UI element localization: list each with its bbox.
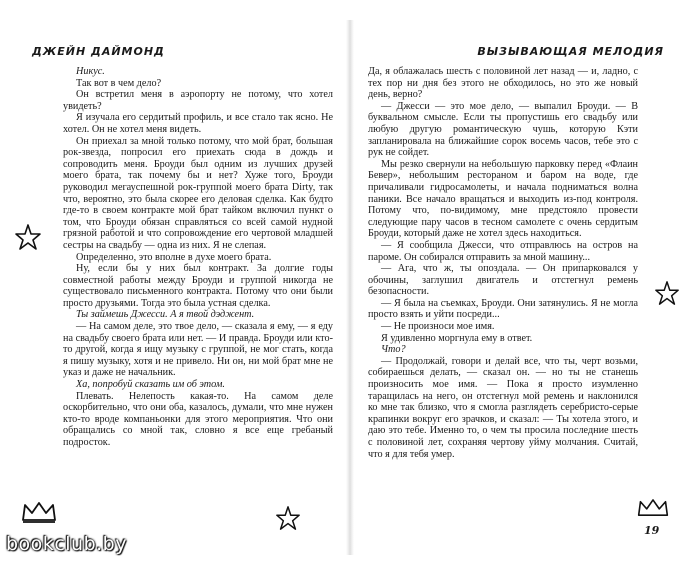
paragraph: — Не произноси мое имя. bbox=[381, 321, 495, 333]
paragraph: Ну, если бы у них был контракт. За долгие годы совместной работы между Броуди и группой никогда не существовало письменного контракта. Потому что они были просто друзьями. Тогда это была устная сделка. bbox=[63, 263, 333, 309]
paragraph: Я изучала его сердитый профиль, и все стало так ясно. Не хотел. Он не хотел меня видеть. bbox=[63, 112, 333, 135]
paragraph: Что? bbox=[381, 344, 406, 356]
paragraph: Он приехал за мной только потому, что мой брат, большая рок-звезда, попросил его приехать сюда в дождь и сопроводить меня. Броуди был одним из лучших друзей моего брата, так почему бы и нет? Хуже того, Броуди руководил мегауспешной рок-группой моего брата Dirty, так что, вероятно, это была скорее его деловая сделка. Как будто где-то в своем контракте мой брат тайком включил пункт о том, что Броуди обязан справляться со всей самой нудной грязной работой и что сопровождение его чертовой младшей сестры на свадьбу — одна из них. Я не слепая. bbox=[63, 135, 333, 251]
paragraph: Так вот в чем дело? bbox=[76, 77, 162, 89]
page-number: 19 bbox=[644, 524, 660, 537]
running-header-author: ДЖЕЙН ДАЙМОНД bbox=[32, 45, 165, 58]
paragraph: Он встретил меня в аэропорту не потому, что хотел увидеть? bbox=[63, 89, 333, 112]
paragraph: Да, я облажалась шесть с половиной лет назад — и, ладно, с тех пор ни дня без этого не обходилось, но это же новый день, верно? bbox=[368, 66, 638, 101]
paragraph: — Я сообщила Джесси, что отправлюсь на остров на пароме. Он собирался отправить за мной машину... bbox=[368, 239, 638, 263]
paragraph: — Ага, что ж, ты опоздала. — Он припарковался у обочины, заглушил двигатель и отстегнул ремень безопасности. bbox=[368, 263, 638, 298]
paragraph: — Джесси — это мое дело, — выпалил Броуди. — В буквальном смысле. Если ты пропустишь его свадьбу или любую другую романтическую чушь, которую Кэти запланировала на ближайшие сорок восемь часов, тебе это с рук не сойдет. bbox=[368, 100, 638, 159]
left-page-text bbox=[63, 66, 333, 449]
star-doodle-icon bbox=[654, 280, 680, 306]
paragraph: — На самом деле, это твое дело, — сказала я ему, — я еду на свадьбу своего брата или нет. — И правда. Броуди или кто-то другой, когда я ищу музыку с группой, не мог стать, когда я пишу музыку, хотя и не привело. Ни он, ни мой брат мне не указ и даже не начальник. bbox=[63, 321, 333, 379]
paragraph: — Я была на съемках, Броуди. Они затянулись. Я не могла просто взять и уйти посреди... bbox=[368, 297, 638, 321]
paragraph: Определенно, это вполне в духе моего брата. bbox=[76, 251, 272, 263]
crown-doodle-icon bbox=[636, 497, 670, 519]
paragraph: Никус. bbox=[76, 66, 105, 77]
paragraph: Ха, попробуй сказать им об этом. bbox=[76, 379, 225, 391]
watermark: bookclub.by bbox=[6, 533, 127, 555]
book-gutter bbox=[346, 20, 354, 555]
paragraph: Плевать. Нелепость какая-то. На самом деле оскорбительно, что они оба, казалось, думали, что мне нужен кто-то вроде компаньонки для этого мероприятия. Что они обращались со мной так, словно я все еще гребаный подросток. bbox=[63, 390, 333, 448]
paragraph: Ты займешь Джесси. А я твой дэджент. bbox=[76, 309, 255, 321]
paragraph: — Продолжай, говори и делай все, что ты, черт возьми, собираешься делать, — сказал он. — но ты не станешь произносить мое имя. — Пока я просто изумленно таращилась на него, он отстегнул мой ремень и наклонился ко мне так близко, что я смогла разглядеть серебристо-серые крапинки вокруг его зрачков, и сказал: — Ты хотела этого, и даю это тебе. Именно то, о чем ты просила последние шесть с половиной лет, сохраняя чертову уйму молчания. Считай, что я для тебя умер. bbox=[368, 355, 638, 460]
right-page-text bbox=[368, 66, 638, 460]
paragraph: Мы резко свернули на небольшую парковку перед «Флаин Бевер», небольшим рестораном и баром на воде, где причаливали гидросамолеты, и начала подниматься волна паники. Все начало вращаться и выходить из-под контроля. Потому что, по-видимому, мне предстояло провести следующие пару часов в тесном самолете с очень сердитым Броуди, который даже не хотел здесь находиться. bbox=[368, 158, 638, 240]
star-doodle-icon bbox=[275, 505, 301, 531]
running-header-title: ВЫЗЫВАЮЩАЯ МЕЛОДИЯ bbox=[477, 45, 664, 58]
paragraph: Я удивленно моргнула ему в ответ. bbox=[381, 332, 533, 344]
star-doodle-icon bbox=[14, 223, 42, 251]
crown-doodle-icon bbox=[20, 500, 58, 524]
